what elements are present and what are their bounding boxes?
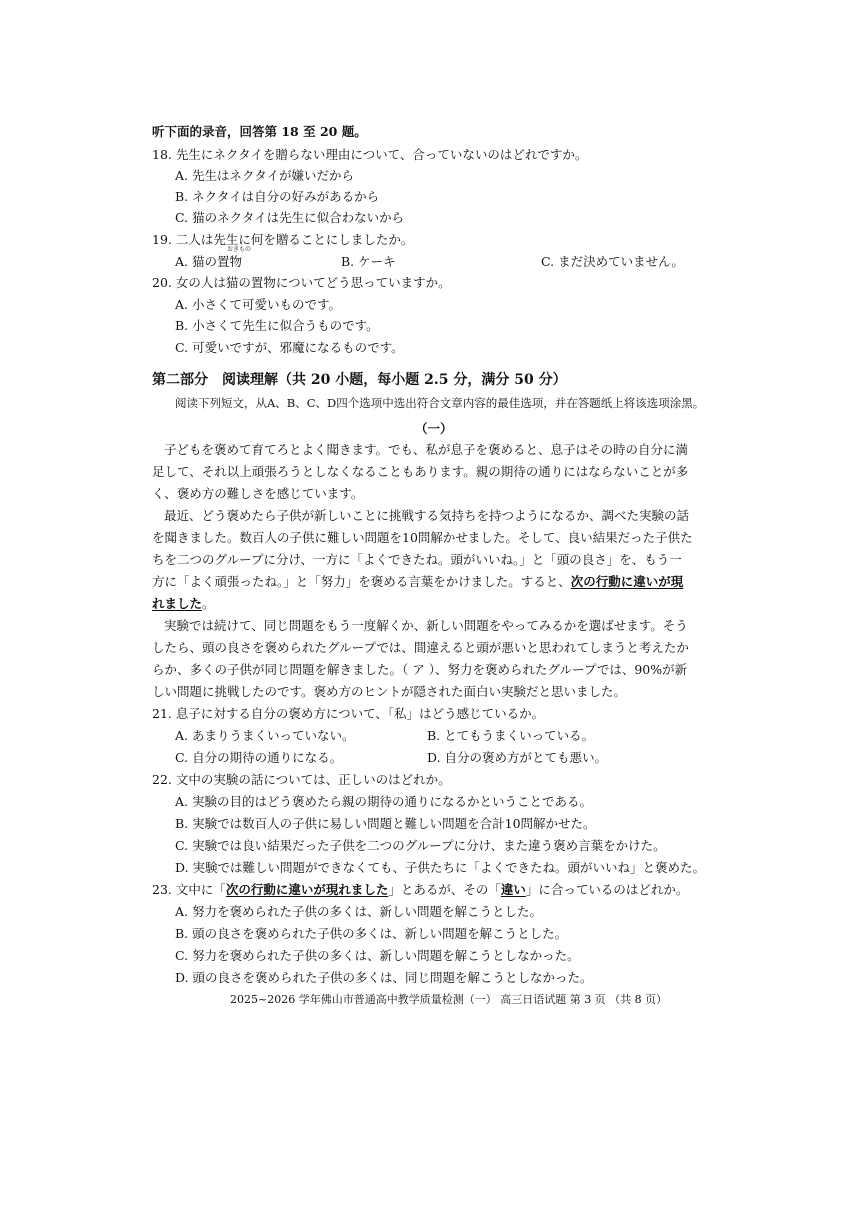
question-23-option-b: B. 頭の良さを褒められた子供の多くは、新しい問題を解こうとした。 xyxy=(175,926,568,941)
passage-line: 子どもを褒めて育てろとよく聞きます。でも、私が息子を褒めると、息子はその時の自分に満 xyxy=(164,442,689,457)
question-18-option-a: A. 先生はネクタイが嫌いだから xyxy=(175,168,354,183)
passage-line: しい問題に挑戦したのです。褒め方のヒントが隠された面白い実験だと思いました。 xyxy=(152,684,627,699)
passage-line: く、褒め方の難しさを感じています。 xyxy=(152,486,364,501)
passage-line: 足して、それ以上頑張ろうとしなくなることもあります。親の期待の通りにはならないことが多 xyxy=(152,464,689,479)
passage-line xyxy=(152,574,683,590)
passage-number: （一） xyxy=(415,421,453,436)
underlined-phrase: 次の行動に違いが現 xyxy=(570,574,684,589)
question-19-option-a-text: A. 猫の置物 xyxy=(175,254,242,269)
underlined-phrase: 違い xyxy=(500,882,526,897)
question-20-option-c: C. 可愛いですが、邪魔になるものです。 xyxy=(175,340,404,355)
passage-line: を聞きました。数百人の子供に難しい問題を10問解かせました。そして、良い結果だった子供た xyxy=(152,530,693,545)
stem-text: 」に合っているのはどれか。 xyxy=(525,882,689,897)
listening-intro: 听下面的录音，回答第 18 至 20 题。 xyxy=(152,124,367,139)
ruby-annotated-option xyxy=(175,246,252,270)
ruby-reading: おきもの xyxy=(227,246,252,253)
question-18-option-c: C. 猫のネクタイは先生に似合わないから xyxy=(175,210,405,225)
passage-line: ちを二つのグループに分け、一方に「よくできたね。頭がいいね。」と「頭の良さ」を、もう一 xyxy=(152,552,682,567)
passage-text: 方に「よく頑張ったね。」と「努力」を褒める言葉をかけました。すると、 xyxy=(152,574,571,589)
question-19-option-c: C. まだ決めていません。 xyxy=(541,254,684,269)
passage-line: らか、多くの子供が同じ問題を解きました。（ ア ）、努力を褒められたグループでは、90%が新 xyxy=(152,662,688,677)
page-footer: 2025~2026 学年佛山市普通高中教学质量检测（一） 高三日语试题 第 3 页 （共 8 页） xyxy=(230,993,668,1006)
question-22-option-d: D. 実験では難しい問題ができなくても、子供たちに「よくできたね。頭がいいね」と褒めた。 xyxy=(175,860,706,875)
question-19-stem: 19. 二人は先生に何を贈ることにしましたか。 xyxy=(152,232,414,247)
passage-line: したら、頭の良さを褒められたグループでは、間違えると頭が悪いと思われてしまうと考えたか xyxy=(152,640,689,655)
underlined-phrase: 次の行動に違いが現れました xyxy=(225,882,389,897)
stem-text: 」とあるが、その「 xyxy=(388,882,501,897)
passage-line xyxy=(152,596,215,612)
section-instruction: 阅读下列短文，从A、B、C、D四个选项中选出符合文章内容的最佳选项，并在答题纸上将该选项涂黑。 xyxy=(175,396,705,410)
question-23-option-c: C. 努力を褒められた子供の多くは、新しい問題を解こうとしなかった。 xyxy=(175,948,580,963)
question-21-option-b: B. とてもうまくいっている。 xyxy=(427,728,595,743)
underlined-phrase: れました xyxy=(152,596,203,611)
question-23-stem xyxy=(152,882,688,898)
question-20-option-a: A. 小さくて可愛いものです。 xyxy=(175,297,341,312)
question-22-stem: 22. 文中の実験の話については、正しいのはどれか。 xyxy=(152,772,451,787)
passage-text: 。 xyxy=(202,596,215,611)
question-21-option-c: C. 自分の期待の通りになる。 xyxy=(175,750,343,765)
question-23-option-a: A. 努力を褒められた子供の多くは、新しい問題を解こうとした。 xyxy=(175,904,542,919)
question-18-option-b: B. ネクタイは自分の好みがあるから xyxy=(175,189,380,204)
question-21-option-d: D. 自分の褒め方がとても悪い。 xyxy=(427,750,608,765)
question-22-option-b: B. 実験では数百人の子供に易しい問題と難しい問題を合計10問解かせた。 xyxy=(175,816,596,831)
question-19-option-a xyxy=(175,246,252,270)
passage-line: 実験では続けて、同じ問題をもう一度解くか、新しい問題をやってみるかを選ばせます。そう xyxy=(164,618,688,633)
question-18-stem: 18. 先生にネクタイを贈らない理由について、合っていないのはどれですか。 xyxy=(152,147,588,162)
question-22-option-c: C. 実験では良い結果だった子供を二つのグループに分け、また違う褒め言葉をかけた。 xyxy=(175,838,666,853)
question-20-option-b: B. 小さくて先生に似合うものです。 xyxy=(175,318,379,333)
passage-line: 最近、どう褒めたら子供が新しいことに挑戦する気持ちを持つようになるか、調べた実験の話 xyxy=(164,508,690,523)
section-title: 第二部分 阅读理解（共 20 小题，每小题 2.5 分，满分 50 分） xyxy=(152,372,567,388)
question-23-option-d: D. 頭の良さを褒められた子供の多くは、同じ問題を解こうとしなかった。 xyxy=(175,970,593,985)
question-20-stem: 20. 女の人は猫の置物についてどう思っていますか。 xyxy=(152,275,451,290)
question-19-option-b: B. ケーキ xyxy=(341,254,396,269)
question-21-stem: 21. 息子に対する自分の褒め方について、「私」はどう感じているか。 xyxy=(152,706,545,721)
question-21-option-a: A. あまりうまくいっていない。 xyxy=(175,728,355,743)
stem-text: 23. 文中に「 xyxy=(152,882,226,897)
question-22-option-a: A. 実験の目的はどう褒めたら親の期待の通りになるかということである。 xyxy=(175,794,592,809)
